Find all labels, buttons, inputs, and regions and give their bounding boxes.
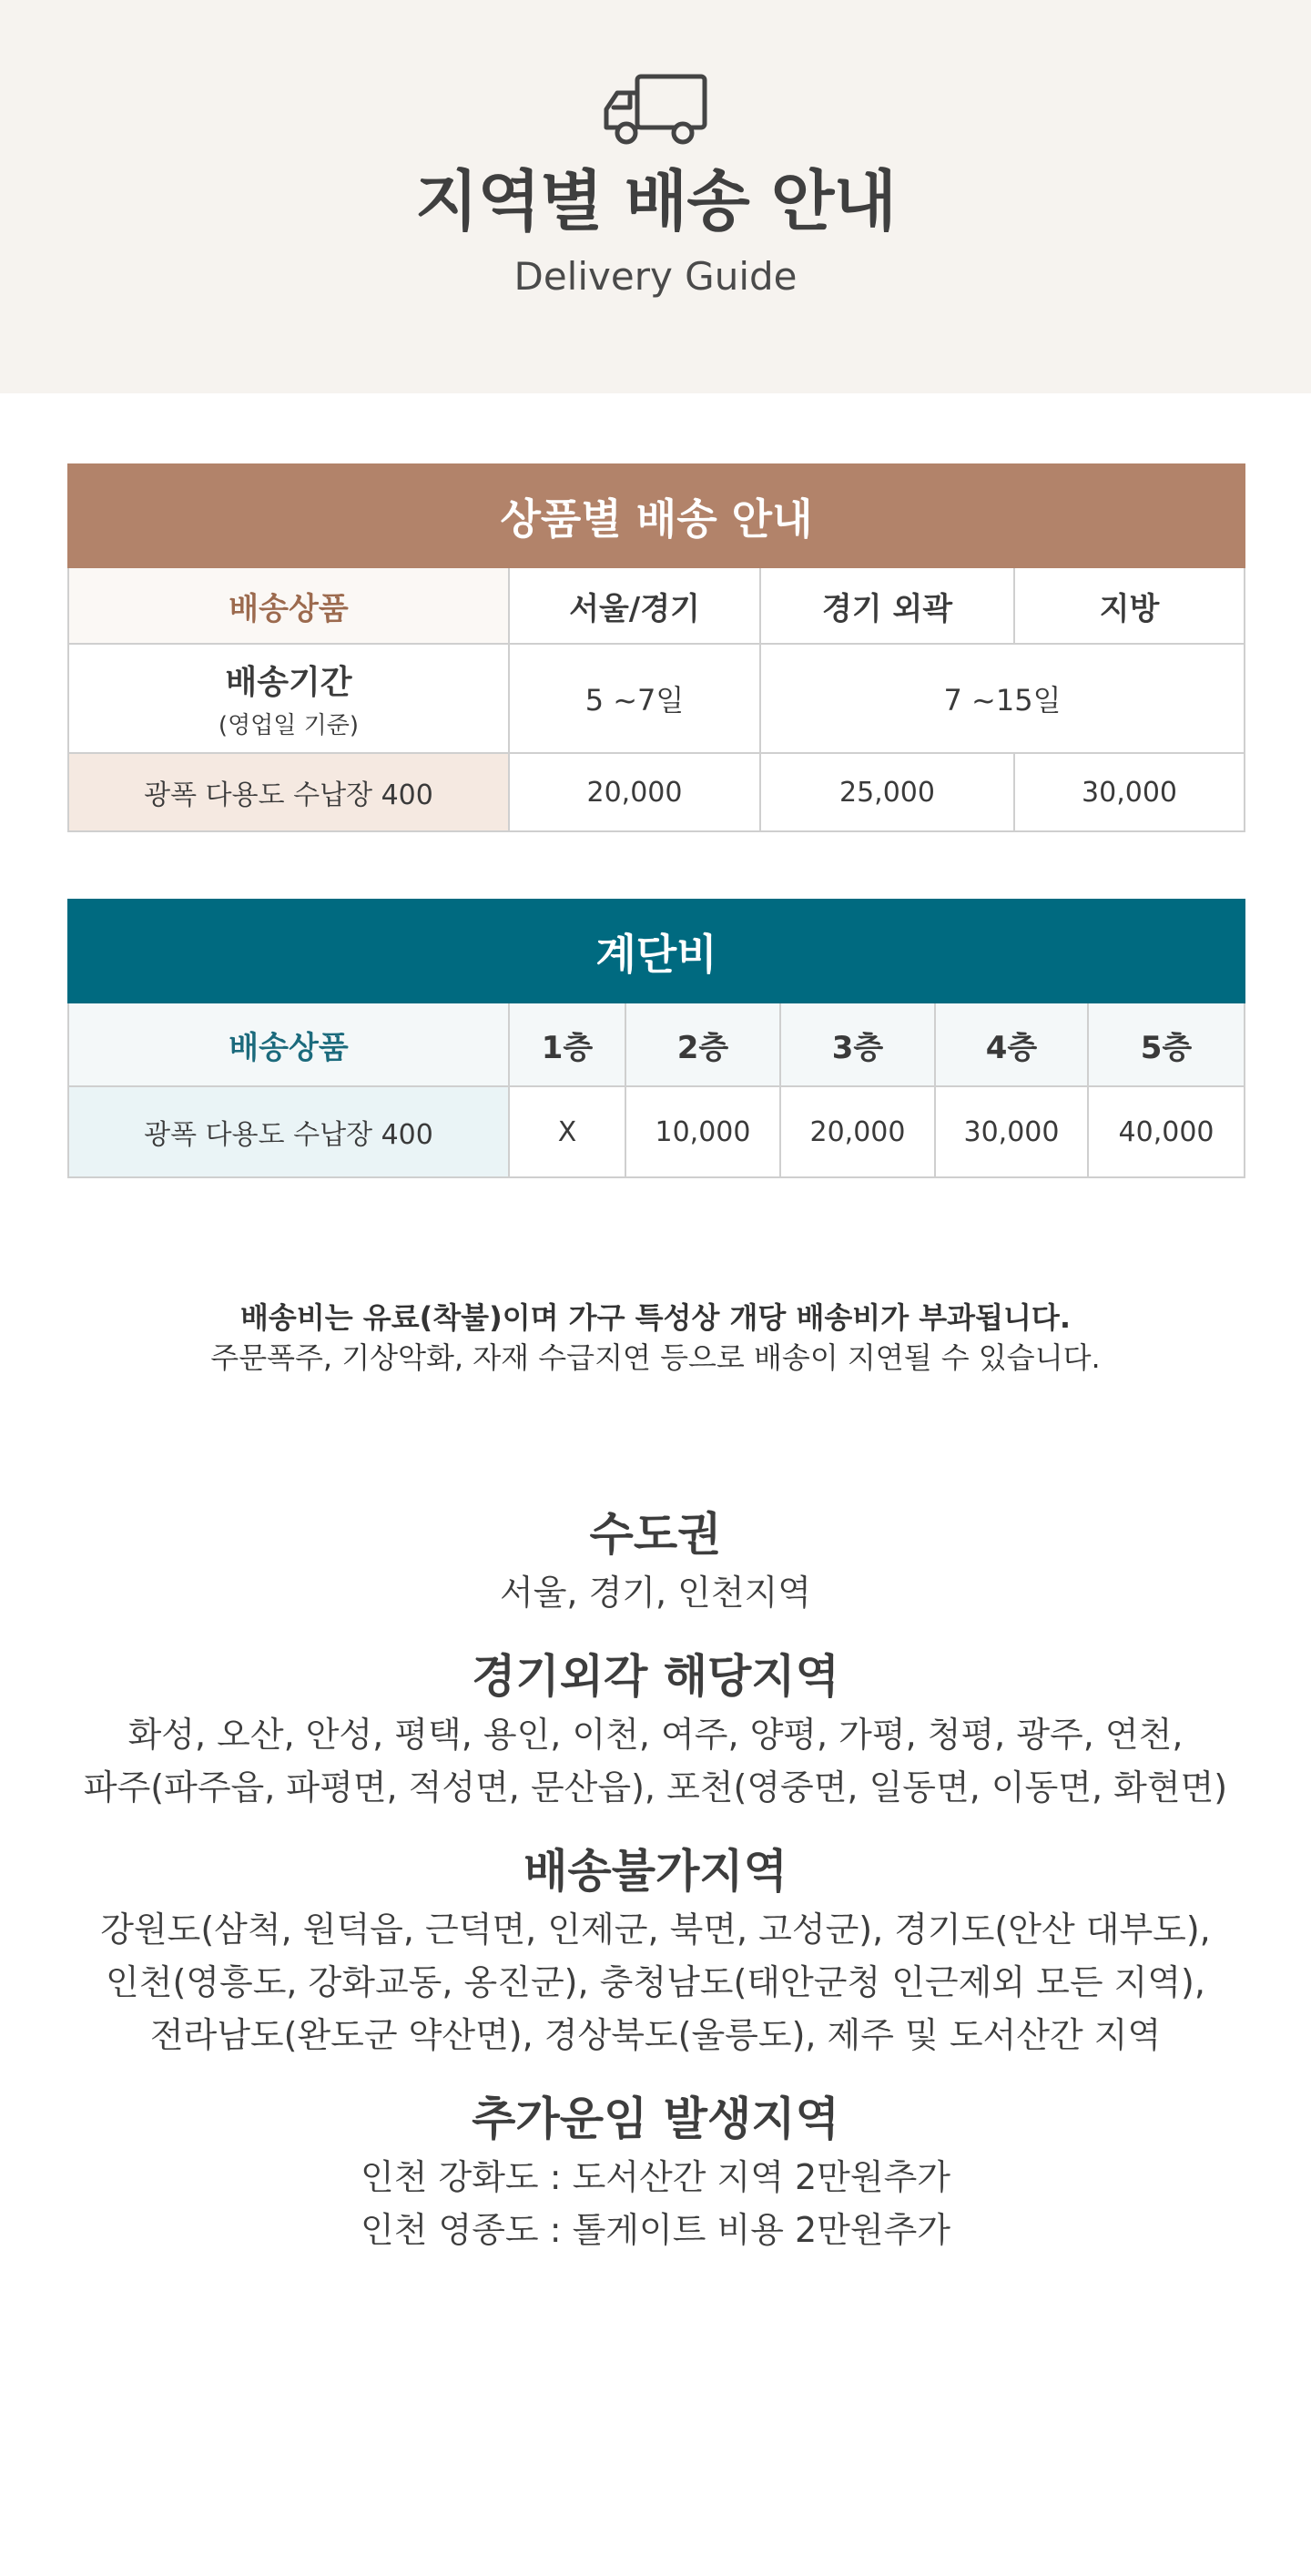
price-cell: X <box>509 1086 625 1177</box>
period-other: 7 ~15일 <box>760 644 1245 753</box>
page-title: 지역별 배송 안내 <box>415 163 896 239</box>
column-header: 배송상품 <box>68 567 509 644</box>
region-line: 인천 영종도 : 톨게이트 비용 2만원추가 <box>361 2210 950 2250</box>
page-header <box>0 0 1311 393</box>
price-cell: 30,000 <box>1014 753 1245 831</box>
truck-icon <box>601 73 710 148</box>
region-line: 파주(파주읍, 파평면, 적성면, 문산읍), 포천(영중면, 일동면, 이동면, 화현면) <box>83 1767 1228 1807</box>
region-section <box>0 1839 1311 2062</box>
delivery-notice <box>0 1298 1311 1378</box>
price-cell: 20,000 <box>509 753 760 831</box>
region-line: 인천 강화도 : 도서산간 지역 2만원추가 <box>361 2157 950 2197</box>
column-header: 5층 <box>1088 1003 1245 1086</box>
table-title: 상품별 배송 안내 <box>68 464 1245 567</box>
column-header: 2층 <box>625 1003 780 1086</box>
region-line: 화성, 오산, 안성, 평택, 용인, 이천, 여주, 양평, 가평, 청평, 광주, 연천, <box>127 1715 1184 1755</box>
column-header: 1층 <box>509 1003 625 1086</box>
price-cell: 25,000 <box>760 753 1014 831</box>
page-subtitle: Delivery Guide <box>513 254 798 300</box>
region-title: 추가운임 발생지역 <box>472 2092 839 2145</box>
item-name: 광폭 다용도 수납장 400 <box>68 1086 509 1177</box>
notice-bold: 배송비는 유료(착불)이며 가구 특성상 개당 배송비가 부과됩니다. <box>240 1300 1071 1335</box>
price-cell: 40,000 <box>1088 1086 1245 1177</box>
column-header: 배송상품 <box>68 1003 509 1086</box>
period-capital: 5 ~7일 <box>509 644 760 753</box>
price-cell: 10,000 <box>625 1086 780 1177</box>
stairs-fee-table <box>67 899 1245 1178</box>
region-list <box>0 1502 1311 2282</box>
region-line: 서울, 경기, 인천지역 <box>500 1573 811 1613</box>
table-title: 계단비 <box>68 900 1245 1003</box>
price-cell: 30,000 <box>935 1086 1088 1177</box>
region-line: 전라남도(완도군 약산면), 경상북도(울릉도), 제주 및 도서산간 지역 <box>149 2015 1162 2055</box>
column-header: 지방 <box>1014 567 1245 644</box>
region-title: 배송불가지역 <box>523 1845 788 1898</box>
column-header: 서울/경기 <box>509 567 760 644</box>
period-label-cell <box>68 644 509 753</box>
product-delivery-table <box>67 463 1245 832</box>
notice-text: 주문폭주, 기상악화, 자재 수급지연 등으로 배송이 지연될 수 있습니다. <box>210 1340 1101 1375</box>
region-line: 강원도(삼척, 원덕읍, 근덕면, 인제군, 북면, 고성군), 경기도(안산 대부도), <box>100 1909 1211 1950</box>
region-section <box>0 1644 1311 1814</box>
region-title: 경기외각 해당지역 <box>472 1650 839 1703</box>
column-header: 3층 <box>780 1003 935 1086</box>
region-section <box>0 1502 1311 1619</box>
item-name: 광폭 다용도 수납장 400 <box>68 753 509 831</box>
region-line: 인천(영흥도, 강화교동, 옹진군), 충청남도(태안군청 인근제외 모든 지역), <box>106 1962 1205 2002</box>
region-title: 수도권 <box>589 1508 722 1561</box>
price-cell: 20,000 <box>780 1086 935 1177</box>
column-header: 경기 외곽 <box>760 567 1014 644</box>
period-note: (영업일 기준) <box>218 712 360 739</box>
region-section <box>0 2087 1311 2256</box>
column-header: 4층 <box>935 1003 1088 1086</box>
period-label: 배송기간 <box>225 664 352 701</box>
